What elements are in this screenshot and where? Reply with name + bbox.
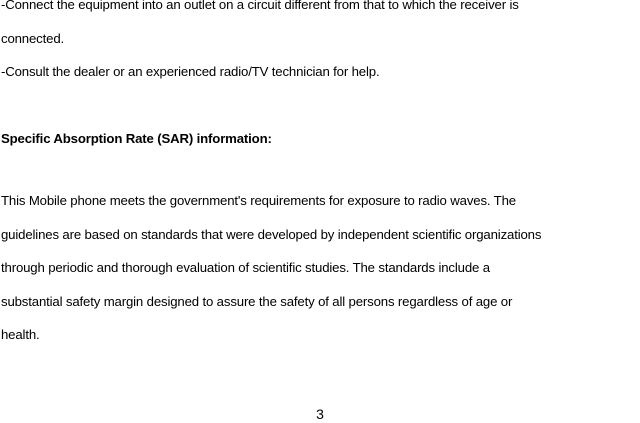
sar-paragraph-line-5: health. [1,327,40,342]
bullet-line-1: -Connect the equipment into an outlet on a circuit different from that to which the receiver is [1,0,519,12]
bullet-line-2: connected. [1,31,65,46]
page-number: 3 [316,406,324,422]
sar-paragraph-line-2: guidelines are based on standards that were developed by independent scientific organizations [1,227,542,242]
sar-paragraph-line-1: This Mobile phone meets the government's requirements for exposure to radio waves. The [1,193,516,208]
sar-heading: Specific Absorption Rate (SAR) information: [1,131,272,146]
bullet-line-3: -Consult the dealer or an experienced radio/TV technician for help. [1,64,380,79]
sar-paragraph-line-4: substantial safety margin designed to assure the safety of all persons regardless of age or [1,294,513,309]
sar-paragraph-line-3: through periodic and thorough evaluation of scientific studies. The standards include a [1,260,490,275]
